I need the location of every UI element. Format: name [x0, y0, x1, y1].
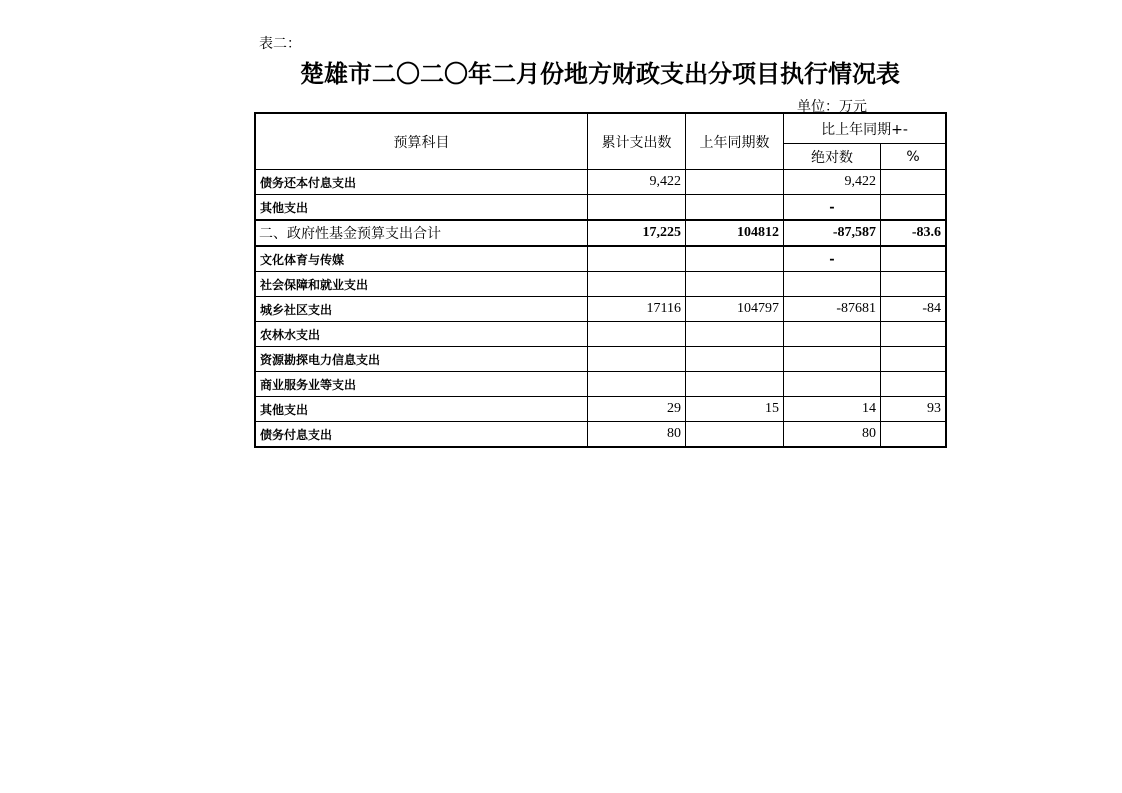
cell-last-year — [686, 246, 784, 272]
table-row — [256, 422, 946, 447]
cell-cumulative — [588, 322, 686, 347]
cell-last-year — [686, 422, 784, 447]
col-header-cumulative: 累计支出数 — [588, 114, 686, 170]
cell-absolute: -87,587 — [784, 220, 881, 246]
cell-absolute — [784, 272, 881, 297]
cell-cumulative: 17,225 — [588, 220, 686, 246]
col-header-subject: 预算科目 — [256, 114, 588, 170]
col-header-percent: % — [881, 144, 946, 170]
col-header-compare: 比上年同期+- — [784, 114, 946, 144]
cell-cumulative — [588, 246, 686, 272]
cell-absolute: 80 — [784, 422, 881, 447]
col-header-last-year: 上年同期数 — [686, 114, 784, 170]
table-row-total — [256, 220, 946, 246]
row-name: 其他支出 — [256, 397, 588, 422]
cell-absolute: - — [784, 246, 881, 272]
row-name: 社会保障和就业支出 — [256, 272, 588, 297]
page-title: 楚雄市二〇二〇年二月份地方财政支出分项目执行情况表 — [300, 59, 900, 88]
cell-absolute: 14 — [784, 397, 881, 422]
cell-last-year — [686, 170, 784, 195]
table-row — [256, 297, 946, 322]
table-row — [256, 397, 946, 422]
row-name: 商业服务业等支出 — [256, 372, 588, 397]
cell-cumulative — [588, 195, 686, 221]
cell-last-year — [686, 322, 784, 347]
cell-absolute — [784, 347, 881, 372]
cell-cumulative: 17116 — [588, 297, 686, 322]
unit-label: 单位：万元 — [797, 99, 867, 115]
row-name: 资源勘探电力信息支出 — [256, 347, 588, 372]
cell-percent: -83.6 — [881, 220, 946, 246]
cell-cumulative: 80 — [588, 422, 686, 447]
cell-percent — [881, 195, 946, 221]
row-name: 债务付息支出 — [256, 422, 588, 447]
table-row — [256, 322, 946, 347]
row-name: 债务还本付息支出 — [256, 170, 588, 195]
row-name: 农林水支出 — [256, 322, 588, 347]
cell-absolute — [784, 372, 881, 397]
cell-cumulative: 29 — [588, 397, 686, 422]
cell-percent: -84 — [881, 297, 946, 322]
cell-cumulative — [588, 372, 686, 397]
cell-cumulative: 9,422 — [588, 170, 686, 195]
cell-absolute: 9,422 — [784, 170, 881, 195]
table-row — [256, 347, 946, 372]
cell-last-year: 104797 — [686, 297, 784, 322]
cell-last-year: 104812 — [686, 220, 784, 246]
cell-cumulative — [588, 272, 686, 297]
row-name: 城乡社区支出 — [256, 297, 588, 322]
cell-percent — [881, 246, 946, 272]
expenditure-table — [255, 113, 946, 447]
cell-absolute — [784, 322, 881, 347]
table-row — [256, 246, 946, 272]
cell-percent: 93 — [881, 397, 946, 422]
cell-percent — [881, 422, 946, 447]
cell-last-year — [686, 372, 784, 397]
table-row — [256, 372, 946, 397]
cell-percent — [881, 272, 946, 297]
cell-percent — [881, 170, 946, 195]
cell-percent — [881, 347, 946, 372]
cell-percent — [881, 372, 946, 397]
cell-last-year: 15 — [686, 397, 784, 422]
cell-cumulative — [588, 347, 686, 372]
cell-last-year — [686, 195, 784, 221]
table-row — [256, 195, 946, 221]
row-name: 其他支出 — [256, 195, 588, 221]
cell-last-year — [686, 272, 784, 297]
row-name: 文化体育与传媒 — [256, 246, 588, 272]
cell-absolute: -87681 — [784, 297, 881, 322]
cell-percent — [881, 322, 946, 347]
col-header-absolute: 绝对数 — [784, 144, 881, 170]
table-label: 表二： — [259, 36, 301, 52]
table-row — [256, 272, 946, 297]
cell-last-year — [686, 347, 784, 372]
row-name: 二、政府性基金预算支出合计 — [256, 220, 588, 246]
cell-absolute: - — [784, 195, 881, 221]
table-row — [256, 170, 946, 195]
